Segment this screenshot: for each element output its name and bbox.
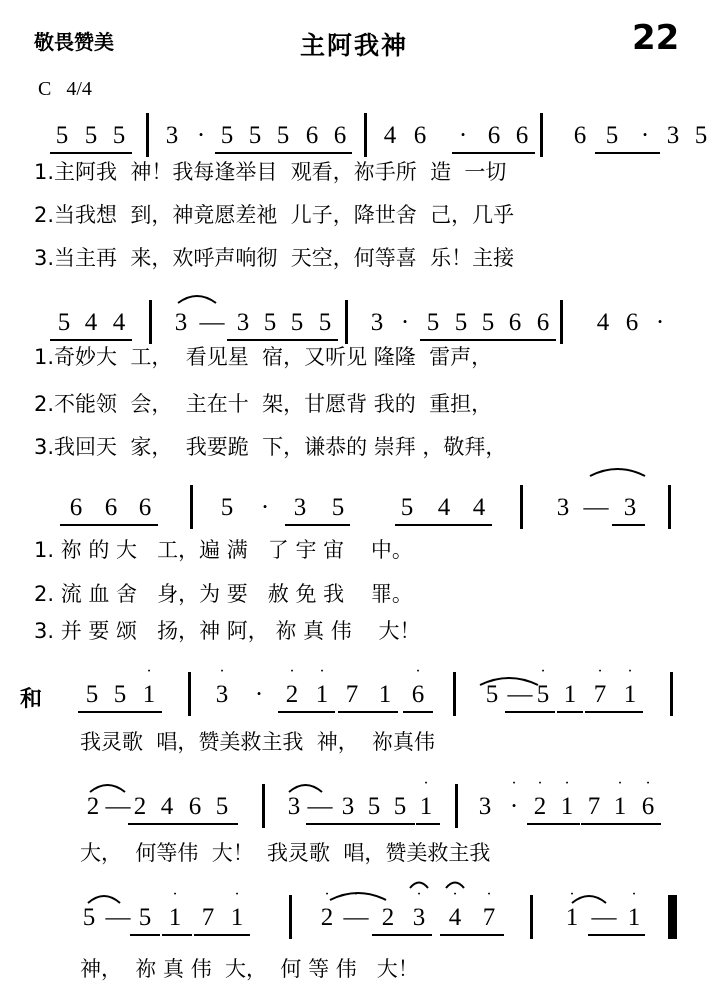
tie-arc xyxy=(178,296,216,303)
tie-arc xyxy=(330,893,386,900)
note: 6 xyxy=(138,494,152,521)
note: 7 xyxy=(587,793,601,820)
key-signature: C 4/4 xyxy=(38,78,92,100)
tie-arc xyxy=(88,896,120,903)
note: 5 xyxy=(276,122,290,149)
note: — xyxy=(591,904,617,931)
octave-dot: · xyxy=(324,886,330,903)
note: 6 xyxy=(333,122,347,149)
note: — xyxy=(199,309,225,336)
note: 5 xyxy=(426,309,440,336)
note: 5 xyxy=(400,494,414,521)
note: — xyxy=(583,494,609,521)
note: 5 xyxy=(248,122,262,149)
hymn-title: 主阿我神 xyxy=(300,31,409,60)
note: 4 xyxy=(596,309,610,336)
tie-arc xyxy=(289,785,322,792)
octave-dot: · xyxy=(452,886,458,903)
note: 6 xyxy=(487,122,501,149)
note: 3 xyxy=(370,309,384,336)
tie-arc xyxy=(590,469,645,476)
note: 6 xyxy=(625,309,639,336)
note: 1 xyxy=(315,681,329,708)
note: 2 xyxy=(533,793,547,820)
note: 2 xyxy=(285,681,299,708)
note: — xyxy=(307,793,333,820)
note: — xyxy=(507,681,533,708)
note: 3 xyxy=(287,793,301,820)
note: 1 xyxy=(168,904,182,931)
octave-dot: · xyxy=(537,775,543,792)
note: 3 xyxy=(293,494,307,521)
note: — xyxy=(343,904,369,931)
note: 5 xyxy=(138,904,152,931)
note: 5 xyxy=(113,681,127,708)
octave-dot: · xyxy=(353,886,359,903)
octave-dot: · xyxy=(564,775,570,792)
note: · xyxy=(254,681,264,708)
note: 3 xyxy=(623,494,637,521)
lyric-line: 3. 并 要 颂 扬，神 阿， 祢 真 伟 大！ xyxy=(34,619,421,643)
note: 4 xyxy=(84,309,98,336)
lyric-line: 2. 流 血 舍 身，为 要 赦 免 我 罪。 xyxy=(34,582,413,606)
octave-dot: · xyxy=(511,775,517,792)
note: 1 xyxy=(378,681,392,708)
note: 3 xyxy=(556,494,570,521)
lyric-line: 2.当我想 到，神竟愿差祂 儿子，降世舍 己，几乎 xyxy=(34,203,515,227)
note: 5 xyxy=(367,793,381,820)
chorus-label: 和 xyxy=(20,687,43,712)
note: 1 xyxy=(560,793,574,820)
note: 5 xyxy=(84,122,98,149)
note: 6 xyxy=(515,122,529,149)
note: 3 xyxy=(165,122,179,149)
note: 5 xyxy=(331,494,345,521)
note: 3 xyxy=(478,793,492,820)
note: 5 xyxy=(215,793,229,820)
lyric-line: 1.奇妙大 工， 看见星 宿，又听见 隆隆 雷声， xyxy=(34,345,493,369)
octave-dot: · xyxy=(645,775,651,792)
octave-dot: · xyxy=(319,663,325,680)
note: 3 xyxy=(215,681,229,708)
note: 5 xyxy=(290,309,304,336)
note: 7 xyxy=(482,904,496,931)
note: 1 xyxy=(565,904,579,931)
note: 5 xyxy=(536,681,550,708)
octave-dot: · xyxy=(289,663,295,680)
note: 3 xyxy=(666,122,680,149)
note: 3 xyxy=(412,904,426,931)
note: 1 xyxy=(613,793,627,820)
hymnal-name: 敬畏赞美 xyxy=(34,30,114,54)
hymn-number: 22 xyxy=(632,18,680,58)
note: 2 xyxy=(133,793,147,820)
note: 7 xyxy=(345,681,359,708)
fermata xyxy=(446,883,464,889)
note: 5 xyxy=(318,309,332,336)
note: 5 xyxy=(112,122,126,149)
note: — xyxy=(105,793,131,820)
octave-dot: · xyxy=(617,775,623,792)
note: 1 xyxy=(623,681,637,708)
note: · xyxy=(655,309,665,336)
lyric-line: 我灵歌 唱，赞美救主我 神， 祢真伟 xyxy=(80,730,436,754)
note: · xyxy=(260,494,270,521)
octave-dot: · xyxy=(172,886,178,903)
note: 5 xyxy=(220,494,234,521)
tie-arc xyxy=(480,678,538,685)
note: 6 xyxy=(641,793,655,820)
tie-arc xyxy=(572,896,606,903)
note: 6 xyxy=(411,681,425,708)
octave-dot: · xyxy=(569,886,575,903)
note: 5 xyxy=(393,793,407,820)
note: · xyxy=(509,793,519,820)
note: 5 xyxy=(85,681,99,708)
note: 4 xyxy=(437,494,451,521)
note: 3 xyxy=(174,309,188,336)
octave-dot: · xyxy=(416,886,422,903)
note: 4 xyxy=(160,793,174,820)
note: 6 xyxy=(104,494,118,521)
note: 2 xyxy=(86,793,100,820)
note: 5 xyxy=(485,681,499,708)
note: 7 xyxy=(593,681,607,708)
octave-dot: · xyxy=(219,663,225,680)
note: 2 xyxy=(320,904,334,931)
note: 3 xyxy=(236,309,250,336)
note: 5 xyxy=(57,309,71,336)
note: 4 xyxy=(448,904,462,931)
octave-dot: · xyxy=(597,663,603,680)
note: 5 xyxy=(454,309,468,336)
lyric-line: 2.不能领 会， 主在十 架，甘愿背 我的 重担， xyxy=(34,392,493,416)
note: 1 xyxy=(230,904,244,931)
note: · xyxy=(400,309,410,336)
octave-dot: · xyxy=(423,775,429,792)
note: 5 xyxy=(220,122,234,149)
lyric-line: 3.我回天 家， 我要跪 下，谦恭的 崇拜 ，敬拜， xyxy=(34,435,507,459)
lyric-line: 1. 祢 的 大 工，遍 满 了 宇 宙 中。 xyxy=(34,538,413,562)
tie-arc xyxy=(90,785,125,792)
note: 6 xyxy=(413,122,427,149)
octave-dot: · xyxy=(234,886,240,903)
note: · xyxy=(640,122,650,149)
octave-dot: · xyxy=(627,663,633,680)
note: 3 xyxy=(341,793,355,820)
note: 5 xyxy=(694,122,707,149)
note: 5 xyxy=(481,309,495,336)
note: 4 xyxy=(383,122,397,149)
note: 5 xyxy=(55,122,69,149)
note: 6 xyxy=(573,122,587,149)
note: 6 xyxy=(188,793,202,820)
note: 6 xyxy=(536,309,550,336)
octave-dot: · xyxy=(415,663,421,680)
lyric-line: 1.主阿我 神！我每逢举目 观看，祢手所 造 一切 xyxy=(34,160,507,184)
note: — xyxy=(105,904,131,931)
lyric-line: 神， 祢 真 伟 大， 何 等 伟 大！ xyxy=(80,957,419,981)
fermata xyxy=(410,883,428,889)
note: 4 xyxy=(472,494,486,521)
octave-dot: · xyxy=(146,663,152,680)
note: 6 xyxy=(305,122,319,149)
lyric-line: 大， 何等伟 大！ 我灵歌 唱，赞美救主我 xyxy=(80,841,491,865)
note: 6 xyxy=(508,309,522,336)
note: 5 xyxy=(263,309,277,336)
note: 4 xyxy=(112,309,126,336)
octave-dot: · xyxy=(631,886,637,903)
note: 1 xyxy=(627,904,641,931)
note: 2 xyxy=(381,904,395,931)
note: · xyxy=(458,122,468,149)
lyric-line: 3.当主再 来，欢呼声响彻 天空，何等喜 乐！主接 xyxy=(34,246,515,270)
octave-dot: · xyxy=(540,663,546,680)
note: 5 xyxy=(82,904,96,931)
note: 6 xyxy=(69,494,83,521)
note: 7 xyxy=(201,904,215,931)
note: 5 xyxy=(605,122,619,149)
note: · xyxy=(196,122,206,149)
note: 1 xyxy=(142,681,156,708)
note: 1 xyxy=(563,681,577,708)
note: 1 xyxy=(419,793,433,820)
octave-dot: · xyxy=(486,886,492,903)
